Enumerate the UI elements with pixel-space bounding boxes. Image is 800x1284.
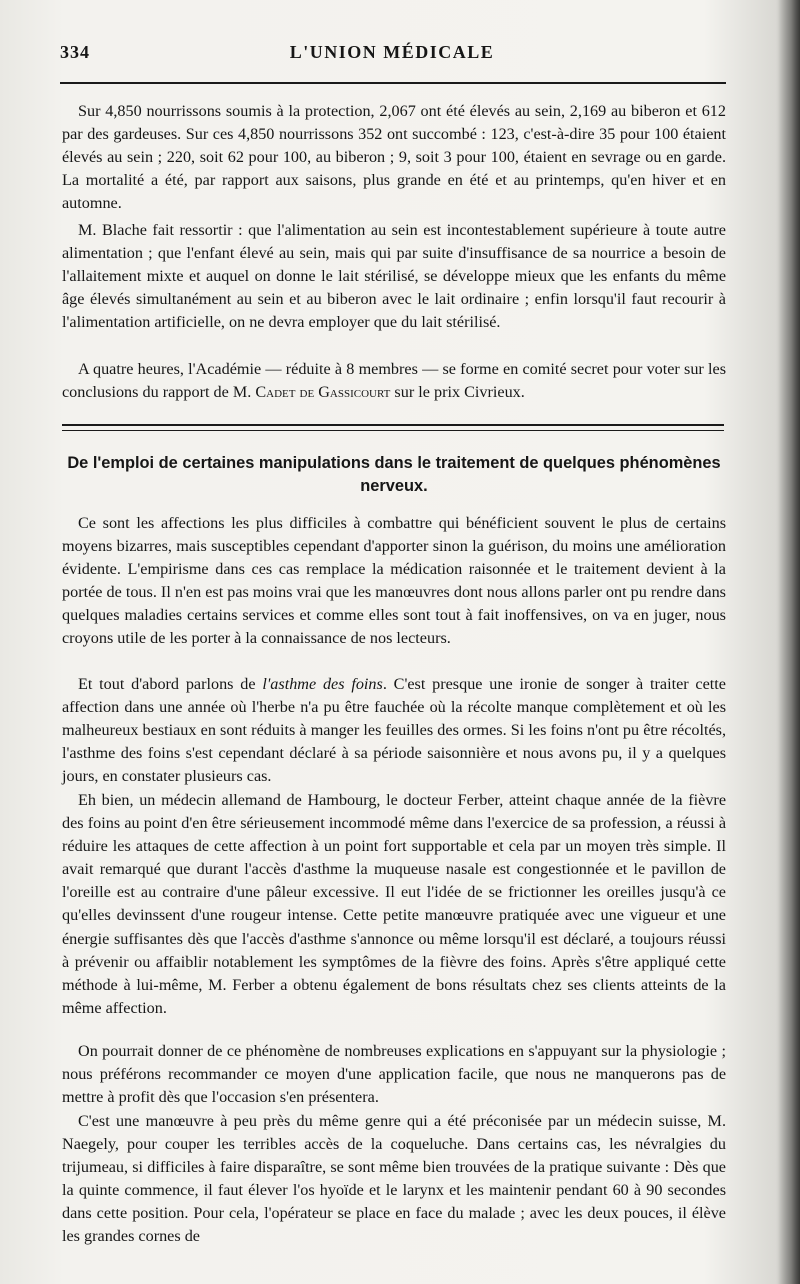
paragraph-academy-secret-committee: A quatre heures, l'Académie — réduite à 8 membres — se forme en comité secret pour voter sur les conclusions du rapport de M. Cadet de Gassicourt sur le prix Civrieux. [62, 360, 726, 402]
section-title: De l'emploi de certaines manipulations dans le traitement de quelques phénomènes nerveux. [67, 454, 721, 495]
hay-fever-term: l'asthme des foins [262, 675, 383, 693]
page-header [60, 42, 724, 72]
header-rule [60, 82, 726, 84]
paragraph-nursling-statistics: Sur 4,850 nourrissons soumis à la protection, 2,067 ont été élevés au sein, 2,169 au biberon et 612 par des gardeuses. Sur ces 4,850 nourrissons 352 ont succombé : 123, c'est-à-dire 35 pour 100 étaient élevés au sein ; 220, soit 62 pour 100, au biberon ; 9, soit 3 pour 100, étaient en sevrage ou en garde. La mortalité a été, par rapport aux saisons, plus grande en été et au printemps, qu'en hiver et en automne. [62, 102, 726, 213]
paragraph-hay-fever: Et tout d'abord parlons de l'asthme des foins. C'est presque une ironie de songer à traiter cette affection dans une année où l'herbe n'a pu être fauchée où la récolte manque complètement et où les malheureux bestiaux en sont réduits à manger les feuilles des ormes. Si les foins n'ont pu être récoltés, l'asthme des foins s'est cependant déclaré à sa période saisonnière et nous avons pu, il y a quelques jours, en constater plusieurs cas. [62, 675, 726, 786]
section-rule-bottom [62, 430, 724, 431]
paragraph-ferber-method: Eh bien, un médecin allemand de Hambourg, le docteur Ferber, atteint chaque année de la fièvre des foins au point d'en être sérieusement incommodé même dans l'exercice de sa profession, a réussi à réduire les attaques de cette affection à un point fort supportable et cela par un moyen très simple. Il avait remarqué que durant l'accès d'asthme la muqueuse nasale est congestionnée et le pavillon de l'oreille est au contraire d'une pâleur excessive. Il eut l'idée de se frictionner les oreilles jusqu'à ce qu'elles devinssent d'une rougeur intense. Cette petite manœuvre pratiquée avec une vigueur et une énergie suffisantes dès que l'accès d'asthme s'annonce ou même lorsqu'il est déclaré, a toujours réussi à prévenir ou affaiblir notablement les symptômes de la fièvre des foins. Après s'être appliqué cette méthode à lui-même, M. Ferber a obtenu également de bons résultats chez ses clients atteints de la même affection. [62, 791, 726, 1017]
paragraph-intro: Ce sont les affections les plus difficiles à combattre qui bénéficient souvent le plus de certains moyens bizarres, mais susceptibles cependant d'apporter sinon la guérison, du moins une amélioration évidente. L'empirisme dans ces cas remplace la médication raisonnée et le traitement devient à la portée de tous. Il n'en est pas moins vrai que les manœuvres dont nous allons parler ont pu rendre dans quelques maladies certains services et comme elles sont tout à fait inoffensives, on va en juger, nous croyons utile de les porter à la connaissance de nos lecteurs. [62, 514, 726, 648]
paragraph-blache-conclusion: M. Blache fait ressortir : que l'alimentation au sein est incontestablement supérieure à toute autre alimentation ; que l'enfant élevé au sein, mais qui par suite d'insuffisance de sa nourrice a besoin de l'allaitement mixte et auquel on donne le lait stérilisé, se développe mieux que les enfants du même âge élevés simultanément au sein et au biberon avec le lait ordinaire ; enfin lorsqu'il faut recourir à l'alimentation artificielle, on ne devra employer que du lait stérilisé. [62, 221, 726, 332]
page-edge-shadow [778, 0, 800, 1284]
running-head: L'UNION MÉDICALE [289, 42, 495, 62]
section-rule-top [62, 424, 724, 426]
paragraph-naegely-method: C'est une manœuvre à peu près du même genre qui a été préconisée par un médecin suisse, M. Naegely, pour couper les terribles accès de la coqueluche. Dans certains cas, les névralgies du trijumeau, si difficiles à faire disparaître, se sont même bien trouvées de la pratique suivante : Dès que la quinte commence, il faut élever l'os hyoïde et le larynx et les maintenir pendant 60 à 90 secondes dans cette position. Pour cela, l'opérateur se place en face du malade ; avec les deux pouces, il élève les grandes cornes de [62, 1112, 726, 1246]
paragraph-physiology: On pourrait donner de ce phénomène de nombreuses explications en s'appuyant sur la physiologie ; nous préférons recommander ce moyen d'une application facile, que nous ne manquerons pas de mettre à profit dès que l'occasion s'en présentera. [62, 1042, 726, 1107]
page-number: 334 [60, 42, 90, 62]
author-name: Cadet de Gassicourt [255, 383, 391, 402]
